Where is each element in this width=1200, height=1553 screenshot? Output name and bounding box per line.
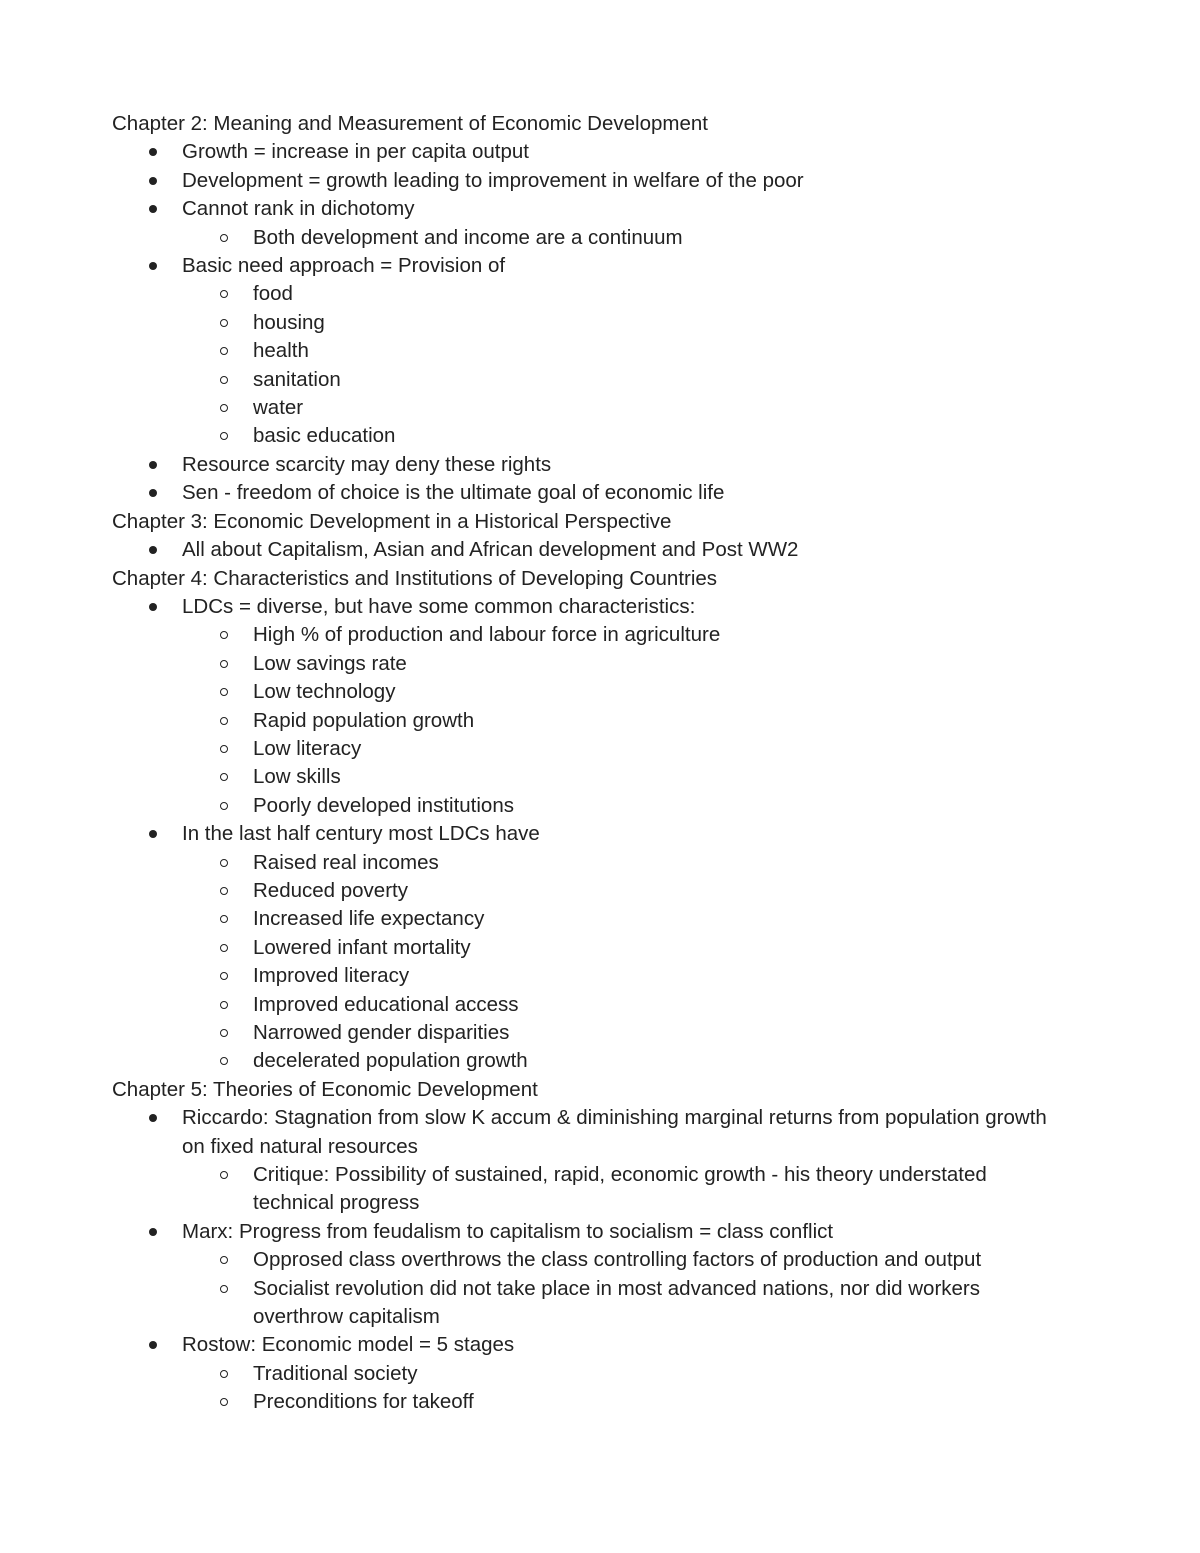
bullet-circle-icon <box>220 1398 228 1406</box>
bullet-item <box>112 536 1072 564</box>
bullet-disc-icon <box>149 489 157 497</box>
sub-bullet-text: Low savings rate <box>253 651 407 675</box>
bullet-circle-icon <box>220 944 228 952</box>
bullet-disc-icon <box>149 1114 157 1122</box>
bullet-item <box>112 195 1072 223</box>
bullet-item <box>112 479 1072 507</box>
bullet-circle-icon <box>220 745 228 753</box>
sub-bullet-text: Improved educational access <box>253 992 519 1016</box>
bullet-disc-icon <box>149 546 157 554</box>
sub-bullet-item <box>112 1047 1072 1075</box>
bullet-text: Growth = increase in per capita output <box>182 140 529 164</box>
bullet-circle-icon <box>220 290 228 298</box>
bullet-circle-icon <box>220 404 228 412</box>
bullet-text: Rostow: Economic model = 5 stages <box>182 1333 515 1357</box>
sub-bullet-text: basic education <box>253 424 396 448</box>
sub-bullet-item <box>112 280 1072 308</box>
bullet-circle-icon <box>220 859 228 867</box>
bullet-circle-icon <box>220 432 228 440</box>
sub-bullet-text: Socialist revolution did not take place in most advanced nations, nor did workers overthrow capitalism <box>253 1276 981 1329</box>
bullet-item <box>112 167 1072 195</box>
sub-bullet-text: Poorly developed institutions <box>253 793 514 817</box>
sub-bullet-text: Narrowed gender disparities <box>253 1021 510 1044</box>
bullet-disc-icon <box>149 205 157 213</box>
sub-bullet-text: Critique: Possibility of sustained, rapid, economic growth - his theory understated technical progress <box>253 1163 987 1215</box>
bullet-circle-icon <box>220 319 228 327</box>
bullet-circle-icon <box>220 887 228 895</box>
sub-bullet-item <box>112 394 1072 422</box>
bullet-circle-icon <box>220 1057 228 1065</box>
bullet-circle-icon <box>220 688 228 696</box>
sub-bullet-item <box>112 877 1072 905</box>
sub-bullet-item <box>112 991 1072 1019</box>
sub-bullet-text: Raised real incomes <box>253 850 439 874</box>
bullet-circle-icon <box>220 1285 228 1293</box>
sub-bullet-text: Low literacy <box>253 736 362 760</box>
chapter-heading: Chapter 2: Meaning and Measurement of Economic Development <box>112 112 708 135</box>
sub-bullet-item <box>112 707 1072 735</box>
bullet-text: Development = growth leading to improvement in welfare of the poor <box>182 168 804 192</box>
sub-bullet-item <box>112 621 1072 649</box>
sub-bullet-text: Lowered infant mortality <box>253 935 471 959</box>
sub-bullet-text: sanitation <box>253 367 341 391</box>
sub-bullet-item <box>112 735 1072 763</box>
sub-bullet-item <box>112 1360 1072 1388</box>
bullet-disc-icon <box>149 177 157 185</box>
sub-bullet-item <box>112 1275 1072 1332</box>
sub-bullet-item <box>112 337 1072 365</box>
sub-bullet-item <box>112 309 1072 337</box>
sub-bullet-item <box>112 934 1072 962</box>
sub-bullet-text: Increased life expectancy <box>253 907 485 931</box>
sub-bullet-text: health <box>253 339 309 363</box>
bullet-item <box>112 1104 1072 1161</box>
sub-bullet-text: Low skills <box>253 765 341 789</box>
sub-bullet-text: Rapid population growth <box>253 708 475 732</box>
sub-bullet-item <box>112 905 1072 933</box>
sub-bullet-item <box>112 792 1072 820</box>
sub-bullet-text: Reduced poverty <box>253 878 408 902</box>
bullet-circle-icon <box>220 802 228 810</box>
bullet-text: Cannot rank in dichotomy <box>182 197 415 221</box>
bullet-disc-icon <box>149 262 157 270</box>
sub-bullet-text: Preconditions for takeoff <box>253 1390 474 1414</box>
bullet-circle-icon <box>220 234 228 242</box>
bullet-disc-icon <box>149 603 157 611</box>
sub-bullet-item <box>112 422 1072 450</box>
bullet-circle-icon <box>220 376 228 384</box>
bullet-disc-icon <box>149 461 157 469</box>
bullet-disc-icon <box>149 830 157 838</box>
bullet-circle-icon <box>220 347 228 355</box>
sub-bullet-item <box>112 849 1072 877</box>
bullet-circle-icon <box>220 773 228 781</box>
bullet-item <box>112 1331 1072 1359</box>
bullet-disc-icon <box>149 1228 157 1236</box>
bullet-text: LDCs = diverse, but have some common characteristics: <box>182 594 696 618</box>
bullet-text: In the last half century most LDCs have <box>182 822 540 846</box>
bullet-circle-icon <box>220 1001 228 1009</box>
sub-bullet-text: Traditional society <box>253 1361 418 1385</box>
bullet-circle-icon <box>220 1370 228 1378</box>
bullet-text: Basic need approach = Provision of <box>182 254 506 278</box>
bullet-circle-icon <box>220 660 228 668</box>
document-body <box>112 110 1072 1417</box>
sub-bullet-text: decelerated population growth <box>253 1049 528 1073</box>
bullet-circle-icon <box>220 1171 228 1179</box>
sub-bullet-text: Low technology <box>253 680 396 704</box>
sub-bullet-item <box>112 1246 1072 1274</box>
bullet-text: All about Capitalism, Asian and African development and Post WW2 <box>182 538 799 562</box>
bullet-text: Resource scarcity may deny these rights <box>182 452 552 476</box>
bullet-item <box>112 138 1072 166</box>
sub-bullet-item <box>112 1161 1072 1218</box>
sub-bullet-text: High % of production and labour force in agriculture <box>253 623 721 647</box>
chapter-heading: Chapter 5: Theories of Economic Development <box>112 1077 538 1101</box>
bullet-circle-icon <box>220 631 228 639</box>
sub-bullet-item <box>112 650 1072 678</box>
sub-bullet-item <box>112 1388 1072 1416</box>
sub-bullet-item <box>112 678 1072 706</box>
sub-bullet-item <box>112 962 1072 990</box>
bullet-disc-icon <box>149 148 157 156</box>
sub-bullet-item <box>112 1019 1072 1047</box>
sub-bullet-text: Both development and income are a continuum <box>253 225 683 249</box>
bullet-circle-icon <box>220 972 228 980</box>
sub-bullet-text: food <box>253 282 293 306</box>
bullet-item <box>112 593 1072 621</box>
bullet-item <box>112 451 1072 479</box>
bullet-circle-icon <box>220 1256 228 1264</box>
chapter-heading: Chapter 3: Economic Development in a Historical Perspective <box>112 509 672 533</box>
bullet-circle-icon <box>220 915 228 923</box>
bullet-circle-icon <box>220 1029 228 1037</box>
bullet-disc-icon <box>149 1341 157 1349</box>
sub-bullet-item <box>112 763 1072 791</box>
bullet-item <box>112 820 1072 848</box>
bullet-item <box>112 1218 1072 1246</box>
sub-bullet-text: housing <box>253 310 325 334</box>
sub-bullet-text: Improved literacy <box>253 964 410 988</box>
bullet-text: Marx: Progress from feudalism to capitalism to socialism = class conflict <box>182 1219 834 1243</box>
chapter-heading: Chapter 4: Characteristics and Institutions of Developing Countries <box>112 566 718 590</box>
bullet-text: Riccardo: Stagnation from slow K accum & diminishing marginal returns from population growth on fixed natural resources <box>182 1106 1047 1158</box>
bullet-circle-icon <box>220 717 228 725</box>
bullet-item <box>112 252 1072 280</box>
sub-bullet-item <box>112 224 1072 252</box>
bullet-text: Sen - freedom of choice is the ultimate goal of economic life <box>182 481 725 505</box>
sub-bullet-text: Opprosed class overthrows the class controlling factors of production and output <box>253 1248 982 1272</box>
sub-bullet-item <box>112 366 1072 394</box>
sub-bullet-text: water <box>253 396 304 420</box>
